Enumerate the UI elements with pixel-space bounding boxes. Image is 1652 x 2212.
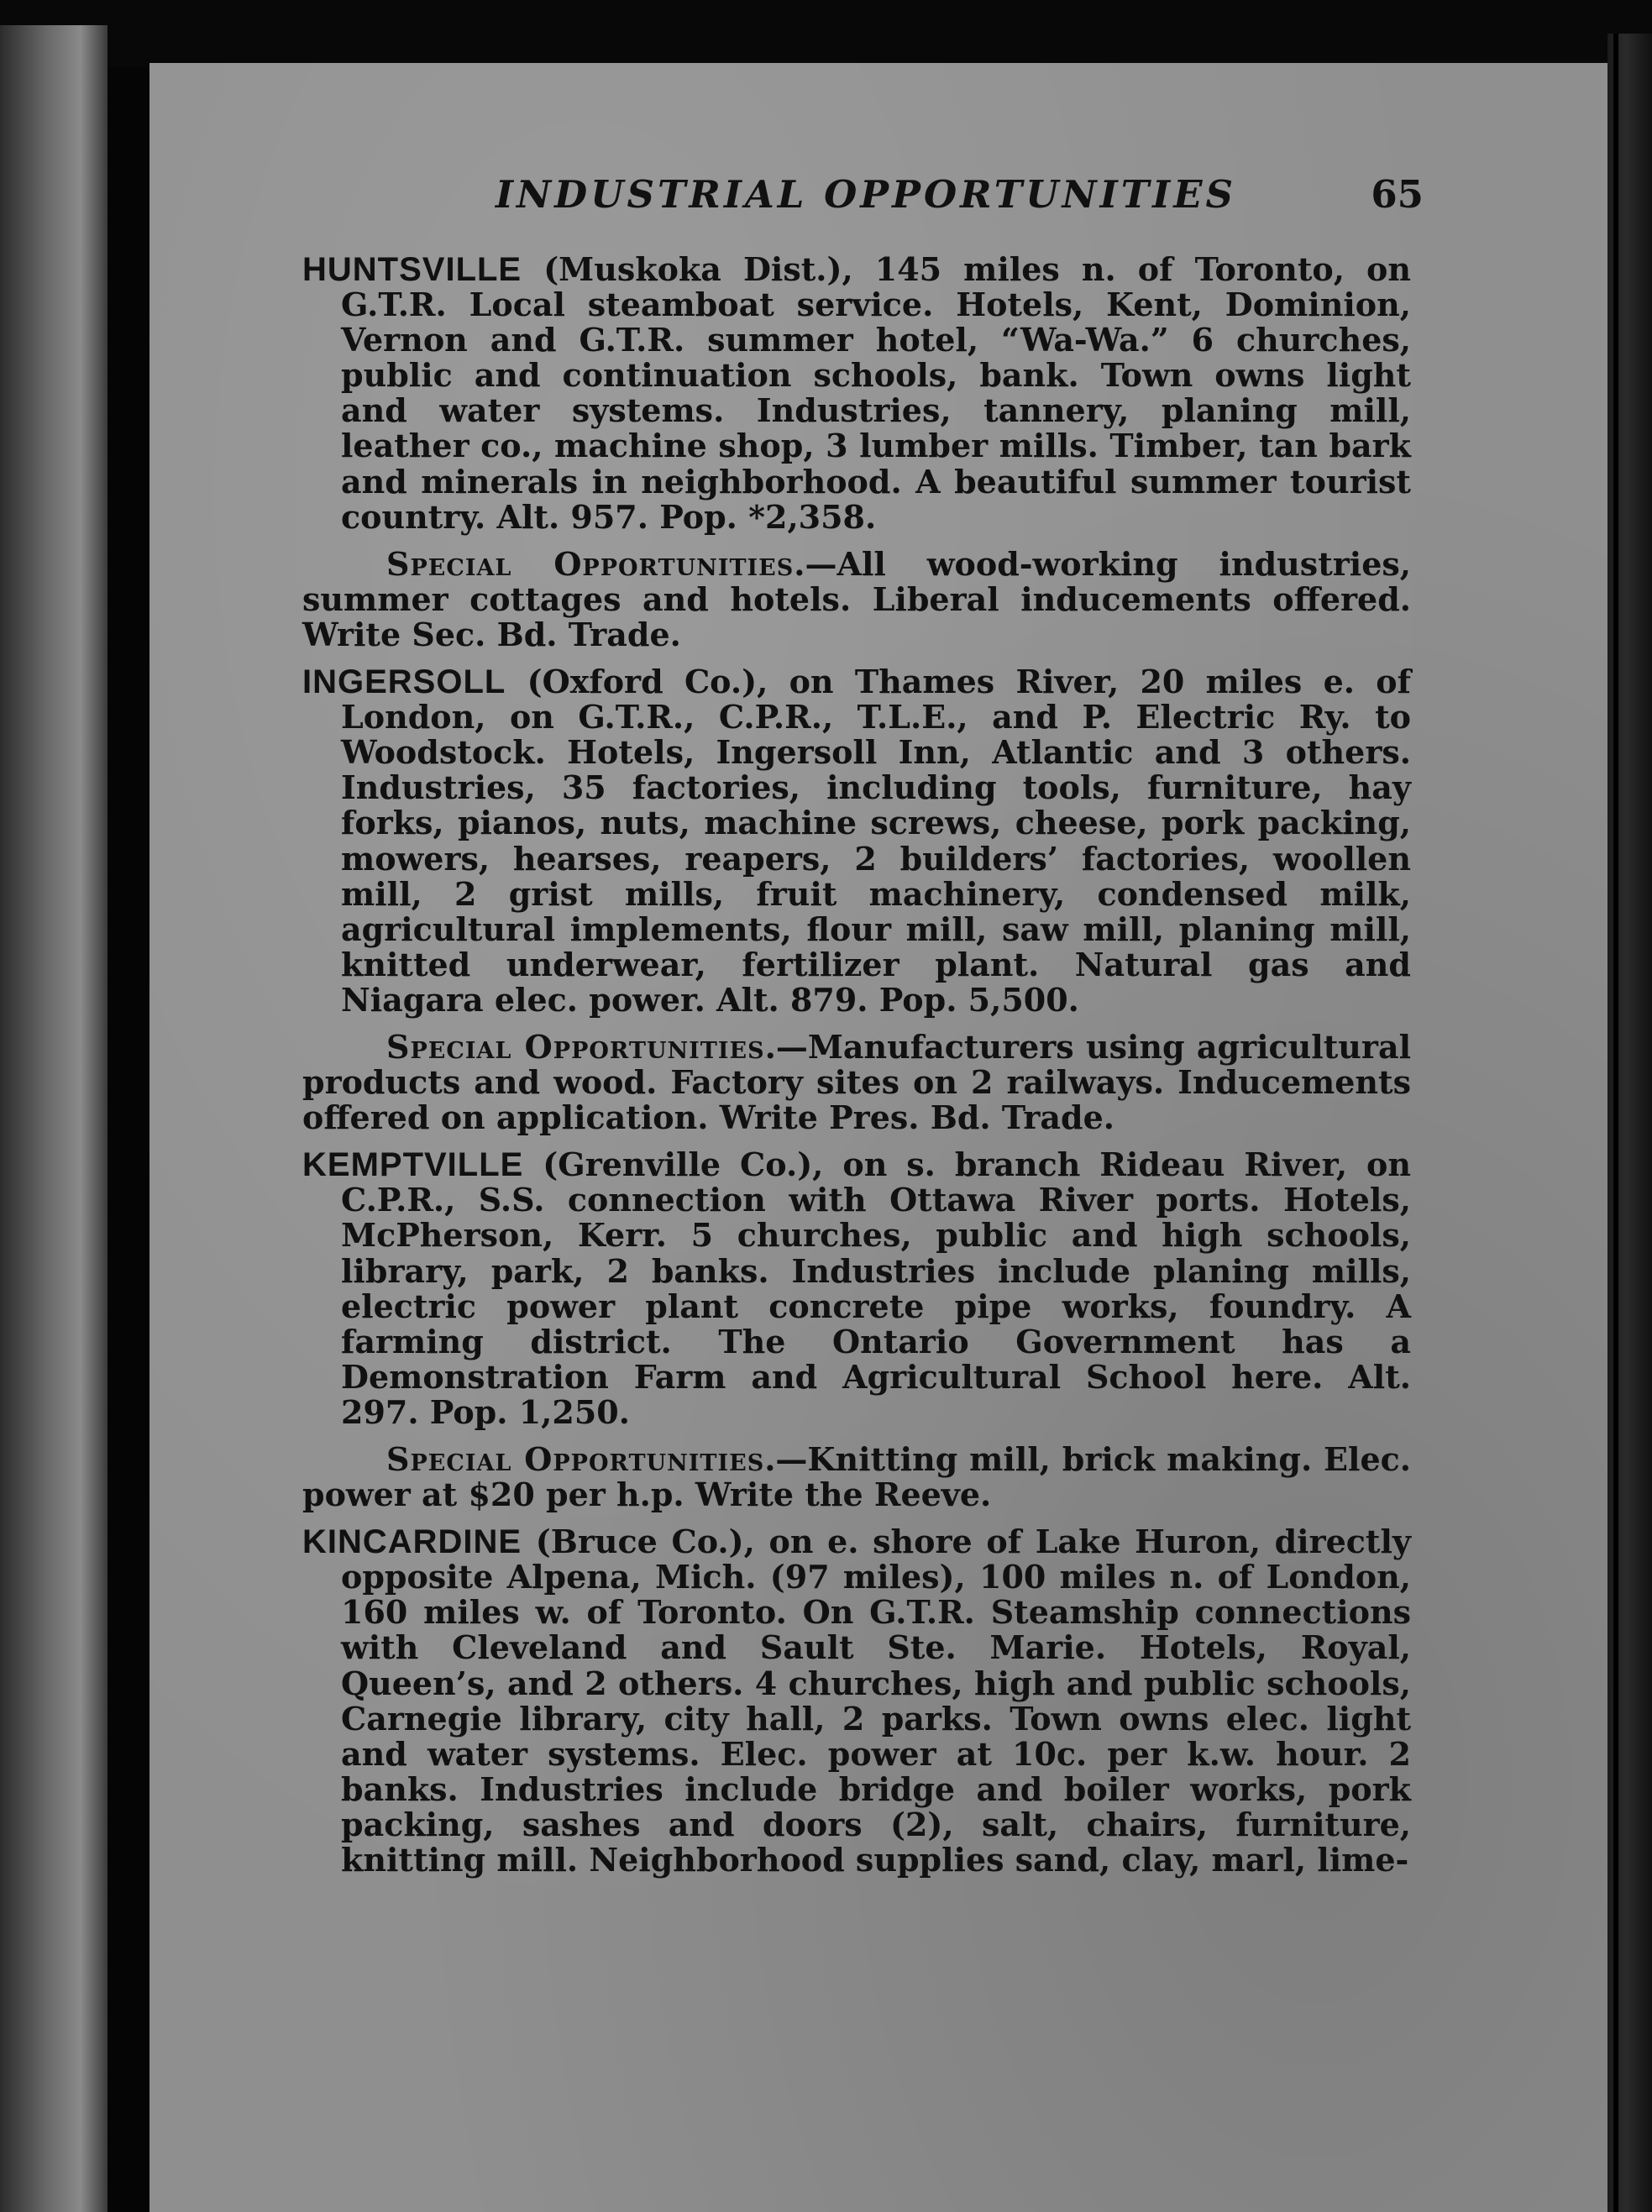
special-label: Special Opportunities [386,1027,765,1066]
special-text: .—All wood-working industries, summer cottages and hotels. Liberal inducements offered. Write Sec. Bd. Trade. [302,544,1411,653]
special-opportunities [302,1442,1411,1512]
page-number: 65 [1371,172,1424,217]
entry-huntsville [302,252,1411,535]
entry-text: (Oxford Co.), on Thames River, 20 miles e. of London, on G.T.R., C.P.R., T.L.E., and P. Electric Ry. to Woodstock. Hotels, Ingersoll Inn, Atlantic and 3 others. Industries, 35 factories, including tools, furniture, hay forks, pianos, nuts, machine screws, cheese, pork packing, mowers, hearses, reapers, 2 builders’ factories, woollen mill, 2 grist mills, fruit machinery, condensed milk, agricultural implements, flour mill, saw mill, planing mill, knitted underwear, fertilizer plant. Natural gas and Niagara elec. power. Alt. 879. Pop. 5,500. [341,663,1411,1019]
place-name: INGERSOLL [302,663,506,701]
running-header: INDUSTRIAL OPPORTUNITIES [496,172,1237,217]
special-opportunities [302,1027,1412,1137]
entry-kincardine [302,1524,1411,1878]
entry-kemptville [302,1147,1411,1430]
place-name: KEMPTVILLE [302,1146,524,1184]
book-gutter [108,67,149,2212]
entry-text: (Grenville Co.), on s. branch Rideau River, on C.P.R., S.S. connection with Ottawa River ports. Hotels, McPherson, Kerr. 5 churches, public and high schools, library, park, 2 banks. Industries include planing mills, electric power plant concrete pipe works, foundry. A farming district. The Ontario Government has a Demonstration Farm and Agricultural School here. Alt. 297. Pop. 1,250. [341,1145,1411,1431]
entry-text: (Bruce Co.), on e. shore of Lake Huron, directly opposite Alpena, Mich. (97 miles), 100 miles n. of London, 160 miles w. of Toronto. On G.T.R. Steamship connections with Cleveland and Sault Ste. Marie. Hotels, Royal, Queen’s, and 2 others. 4 churches, high and public schools, Carnegie library, city hall, 2 parks. Town owns elec. light and water systems. Elec. power at 10c. per k.w. hour. 2 banks. Industries include bridge and boiler works, pork packing, sashes and doors (2), salt, chairs, furniture, knitting mill. Neighborhood supplies sand, clay, marl, lime- [341,1523,1411,1879]
place-name: KINCARDINE [302,1523,522,1561]
page-body [302,252,1411,1890]
page-edge-line [1613,34,1618,2212]
entry-ingersoll [302,664,1411,1018]
special-text: .—Knitting mill, brick making. Elec. power at $20 per h.p. Write the Reeve. [302,1440,1411,1514]
facing-page-edge [0,25,108,2212]
special-text: .—Manufacturers using agricultural products and wood. Factory sites on 2 railways. Inducements offered on application. Write Pres. Bd. Trade. [302,1027,1412,1137]
place-name: HUNTSVILLE [302,251,522,288]
special-label: Special Opportunities [386,1440,765,1478]
special-label: Special Opportunities [386,544,795,583]
entry-text: (Muskoka Dist.), 145 miles n. of Toronto, on G.T.R. Local steamboat service. Hotels, Kent, Dominion, Vernon and G.T.R. summer hotel, “Wa-Wa.” 6 churches, public and continuation schools, bank. Town owns light and water systems. Industries, tannery, planing mill, leather co., machine shop, 3 lumber mills. Timber, tan bark and minerals in neighborhood. A beautiful summer tourist country. Alt. 957. Pop. *2,358. [341,250,1411,536]
special-opportunities [302,544,1411,653]
